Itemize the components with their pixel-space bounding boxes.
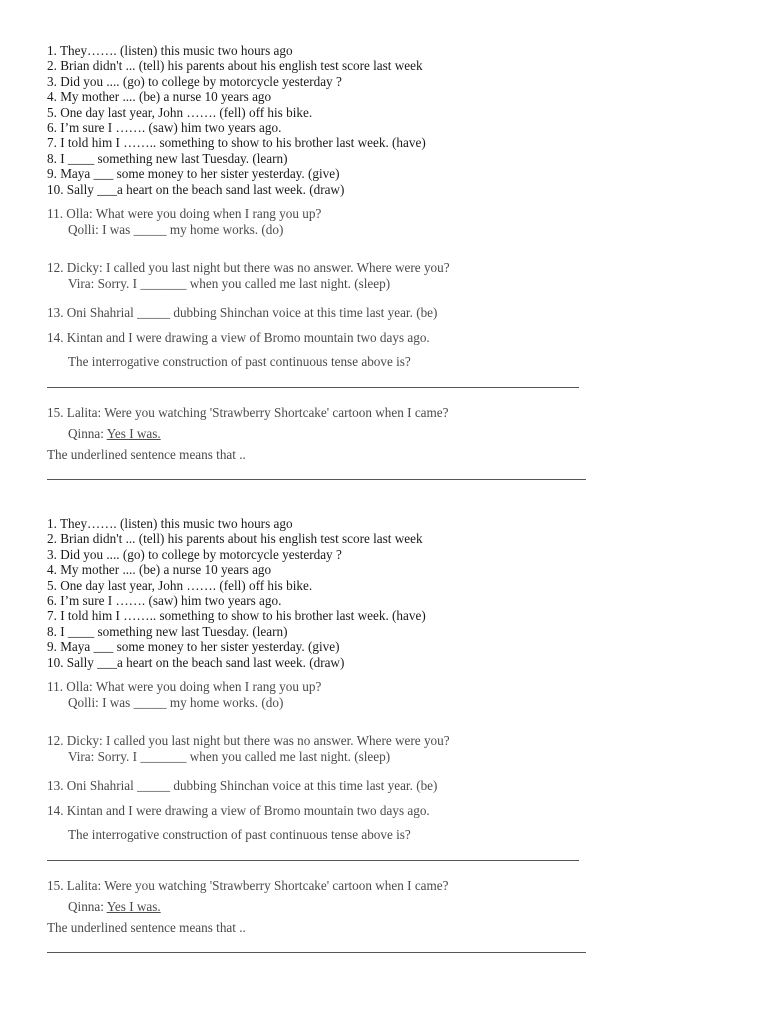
worksheet-block-1 [47, 43, 607, 480]
question-14-prompt: The interrogative construction of past continuous tense above is? [68, 827, 411, 843]
question-14 [47, 330, 607, 370]
question-11-prompt: 11. Olla: What were you doing when I rang you up? [47, 206, 322, 222]
numbered-item: 9. Maya ___ some money to her sister yesterday. (give) [47, 639, 340, 655]
question-11 [47, 679, 607, 710]
question-12-response: Vira: Sorry. I _______ when you called me last night. (sleep) [68, 275, 391, 291]
answer-line[interactable] [47, 387, 579, 388]
question-12-prompt: 12. Dicky: I called you last night but there was no answer. Where were you? [47, 733, 450, 749]
question-15-instruction: The underlined sentence means that .. [47, 919, 246, 935]
numbered-item: 1. They……. (listen) this music two hours ago [47, 516, 293, 531]
speaker-label: Qinna: [68, 426, 107, 442]
question-12-prompt: 12. Dicky: I called you last night but there was no answer. Where were you? [47, 260, 450, 276]
question-13-text: 13. Oni Shahrial _____ dubbing Shinchan voice at this time last year. (be) [47, 778, 438, 794]
numbered-item: 8. I ____ something new last Tuesday. (learn) [47, 150, 288, 166]
numbered-item: 3. Did you .... (go) to college by motorcycle yesterday ? [47, 73, 342, 89]
underlined-answer: Yes I was. [106, 899, 161, 915]
numbered-item: 5. One day last year, John ……. (fell) off his bike. [47, 577, 313, 593]
question-11 [47, 206, 607, 237]
question-13-text: 13. Oni Shahrial _____ dubbing Shinchan voice at this time last year. (be) [47, 305, 438, 321]
numbered-item: 3. Did you .... (go) to college by motorcycle yesterday ? [47, 546, 342, 562]
answer-line[interactable] [47, 860, 579, 861]
numbered-item: 6. I’m sure I ……. (saw) him two years ago. [47, 593, 282, 609]
question-14-prompt: The interrogative construction of past continuous tense above is? [68, 354, 411, 370]
question-11-prompt: 11. Olla: What were you doing when I rang you up? [47, 679, 322, 695]
answer-line[interactable] [47, 479, 586, 480]
question-13 [47, 305, 607, 321]
question-11-response: Qolli: I was _____ my home works. (do) [68, 694, 284, 710]
underlined-answer: Yes I was. [106, 426, 161, 442]
numbered-item-list [47, 43, 607, 197]
numbered-item: 7. I told him I …….. something to show to his brother last week. (have) [47, 608, 426, 624]
numbered-item-list [47, 516, 607, 670]
question-15-prompt: 15. Lalita: Were you watching 'Strawberry Shortcake' cartoon when I came? [47, 404, 449, 420]
question-14 [47, 803, 607, 843]
numbered-item: 8. I ____ something new last Tuesday. (learn) [47, 623, 288, 639]
question-15-prompt: 15. Lalita: Were you watching 'Strawberry Shortcake' cartoon when I came? [47, 877, 449, 893]
numbered-item: 2. Brian didn't ... (tell) his parents about his english test score last week [47, 531, 423, 547]
numbered-item: 5. One day last year, John ……. (fell) off his bike. [47, 104, 313, 120]
numbered-item: 7. I told him I …….. something to show to his brother last week. (have) [47, 135, 426, 151]
numbered-item: 1. They……. (listen) this music two hours ago [47, 43, 293, 58]
numbered-item: 9. Maya ___ some money to her sister yesterday. (give) [47, 166, 340, 182]
question-12 [47, 260, 607, 291]
question-11-response: Qolli: I was _____ my home works. (do) [68, 221, 284, 237]
numbered-item: 10. Sally ___a heart on the beach sand last week. (draw) [47, 654, 345, 670]
question-15 [47, 878, 607, 936]
question-12 [47, 733, 607, 764]
numbered-item: 6. I’m sure I ……. (saw) him two years ago. [47, 120, 282, 136]
answer-line[interactable] [47, 952, 586, 953]
question-15-instruction: The underlined sentence means that .. [47, 446, 246, 462]
speaker-label: Qinna: [68, 899, 107, 915]
numbered-item: 4. My mother .... (be) a nurse 10 years ago [47, 562, 272, 578]
question-14-statement: 14. Kintan and I were drawing a view of Bromo mountain two days ago. [47, 329, 430, 345]
question-15-response [47, 426, 607, 442]
worksheet-block-2 [47, 516, 607, 953]
numbered-item: 4. My mother .... (be) a nurse 10 years ago [47, 89, 272, 105]
question-15-response [47, 899, 607, 915]
numbered-item: 2. Brian didn't ... (tell) his parents about his english test score last week [47, 58, 423, 74]
numbered-item: 10. Sally ___a heart on the beach sand last week. (draw) [47, 181, 345, 197]
question-12-response: Vira: Sorry. I _______ when you called me last night. (sleep) [68, 748, 391, 764]
question-13 [47, 778, 607, 794]
question-14-statement: 14. Kintan and I were drawing a view of Bromo mountain two days ago. [47, 802, 430, 818]
question-15 [47, 405, 607, 463]
